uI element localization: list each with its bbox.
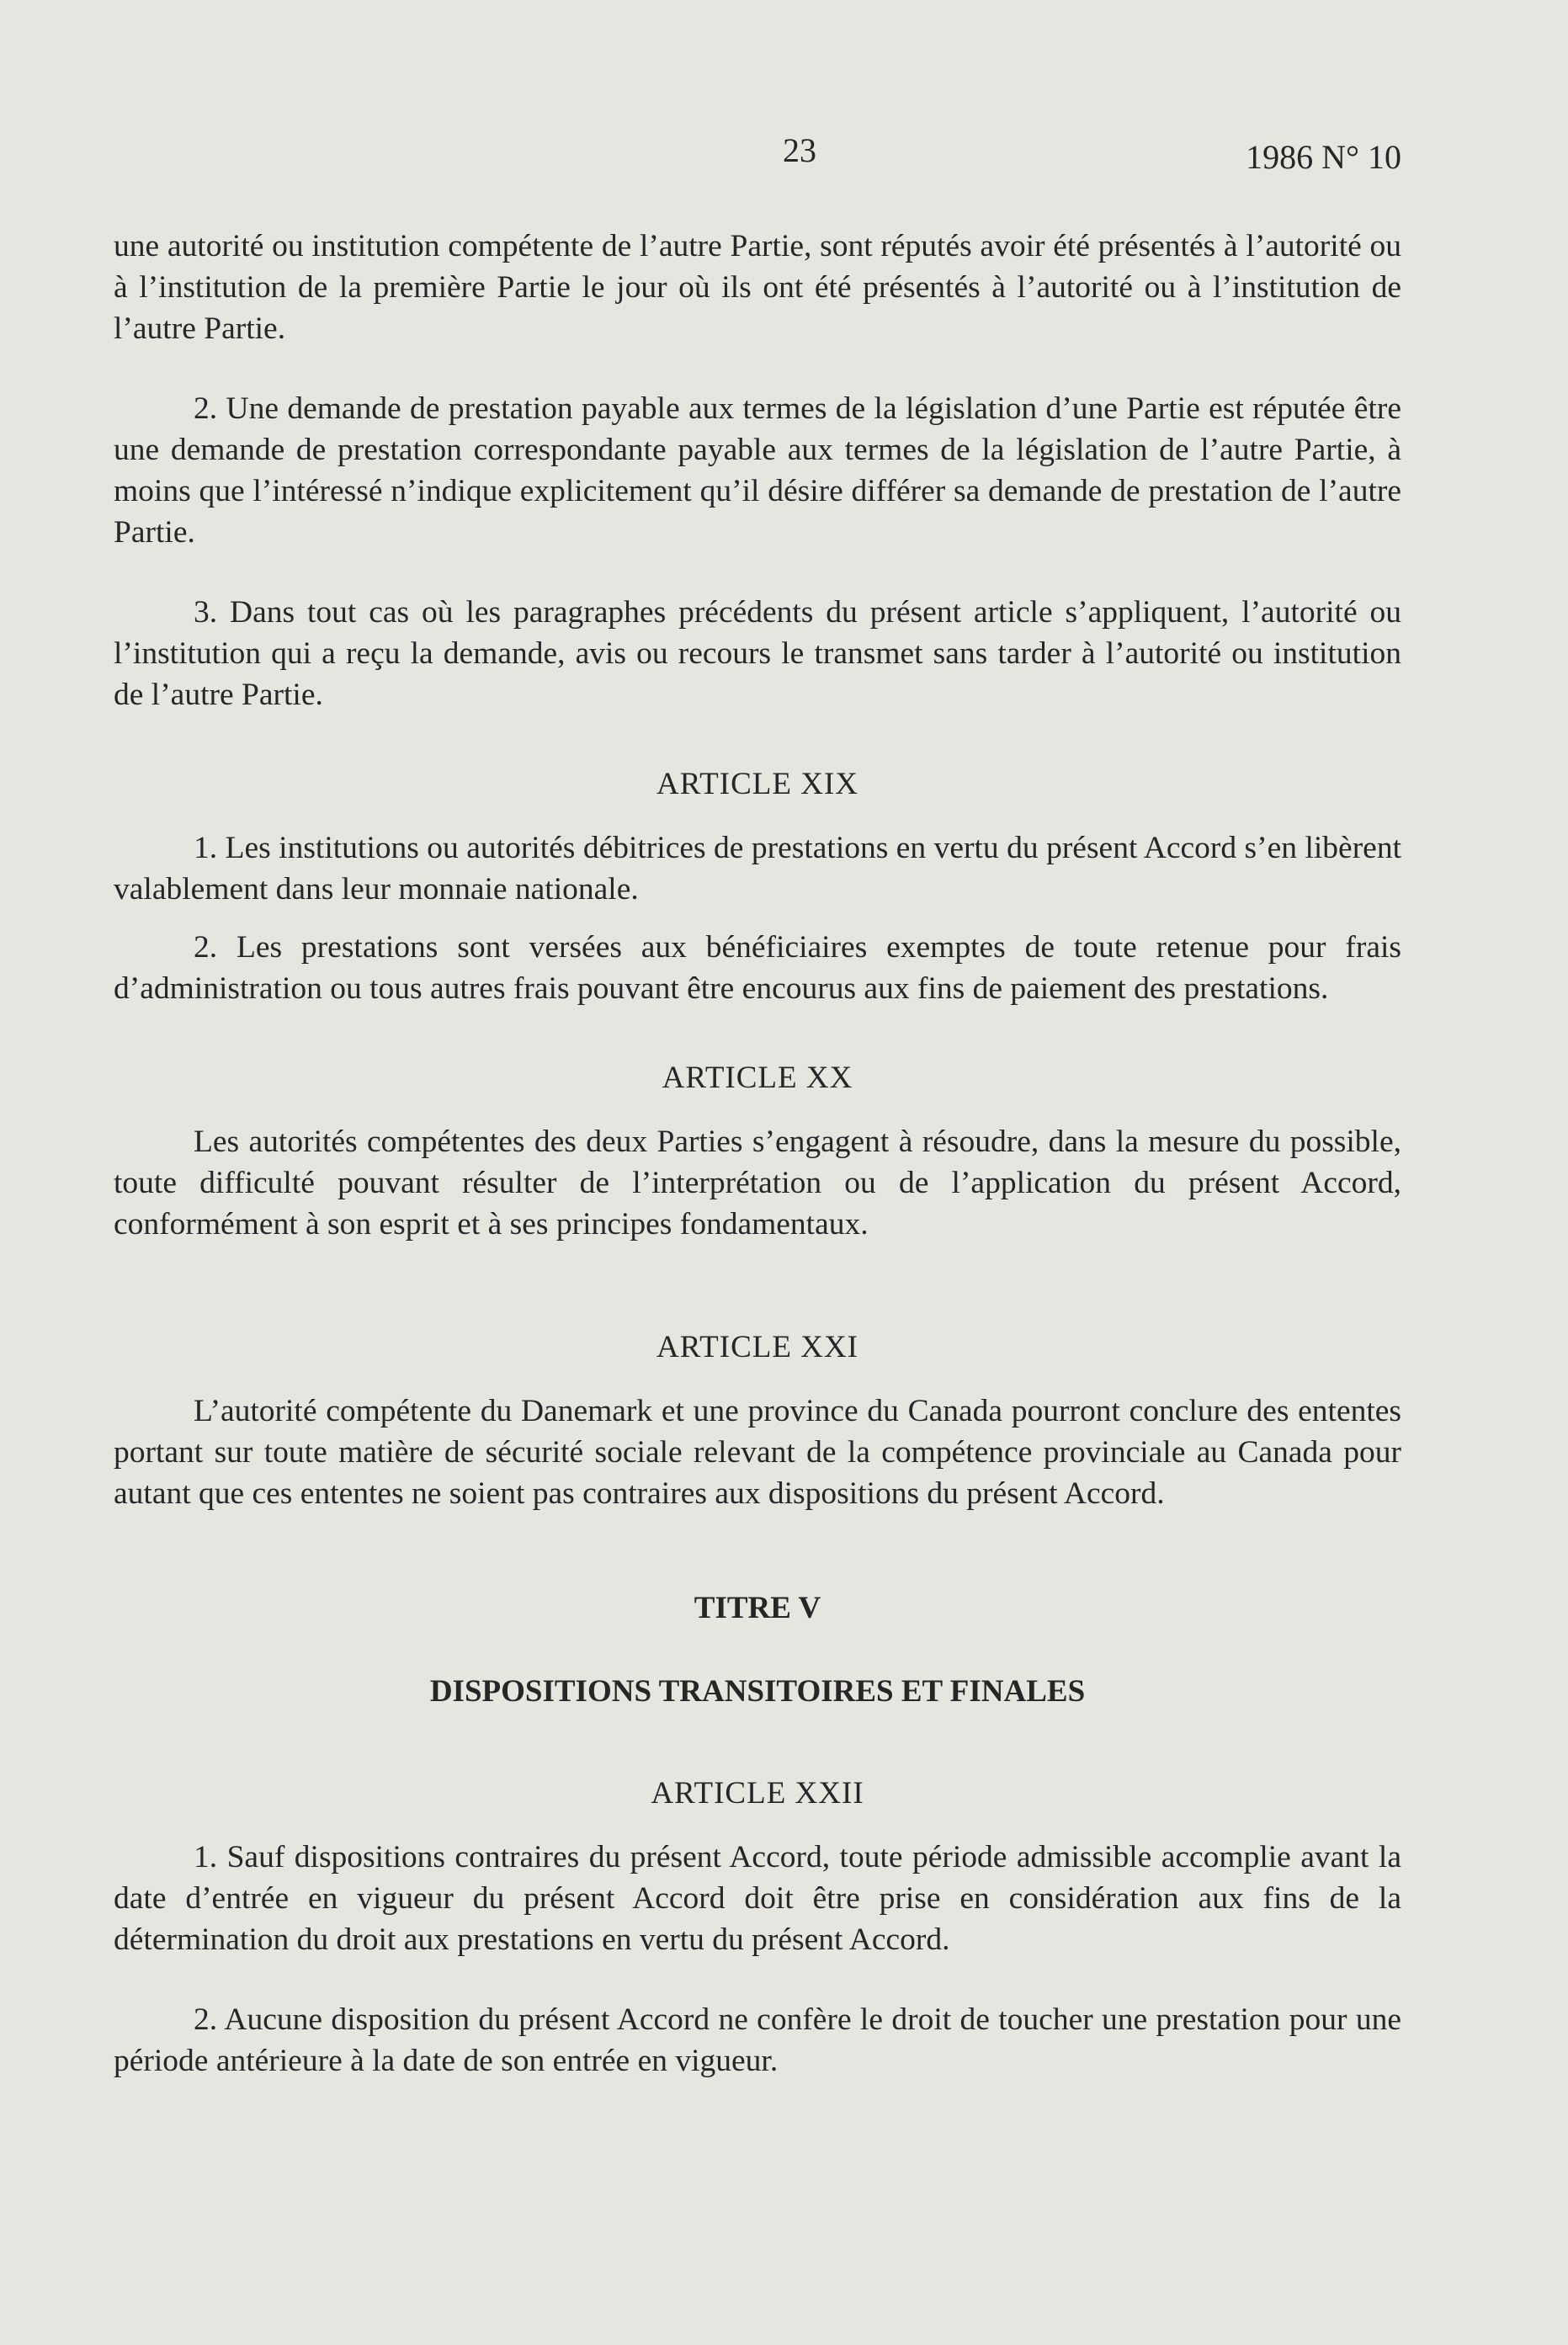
title-5-heading: TITRE V [694,1591,821,1625]
page-header [109,130,1401,189]
paragraph-2: 2. Une demande de prestation payable aux termes de la législation d’une Partie est réputée être une demande de prestation correspondante payable aux termes de la législation de l’autre Partie, à moins que l’intéressé n’indique explicitement qu’il désire différer sa demande de prestation de l’autre Partie. [114,391,1401,550]
document-body [114,226,1401,2082]
article-19-paragraph-2: 2. Les prestations sont versées aux bénéficiaires exemptes de toute retenue pour frais d’administration ou tous autres frais pouvant être encourus aux fins de paiement des prestations. [114,930,1401,1006]
article-21-paragraph-1: L’autorité compétente du Danemark et une province du Canada pourront conclure des ententes portant sur toute matière de sécurité sociale relevant de la compétence provinciale au Canada pour autant que ces ententes ne soient pas contraires aux dispositions du présent Accord. [114,1394,1401,1511]
article-20-paragraph-1: Les autorités compétentes des deux Parties s’engagent à résoudre, dans la mesure du possible, toute difficulté pouvant résulter de l’interprétation ou de l’application du présent Accord, conformément à son esprit et à ses principes fondamentaux. [114,1125,1401,1242]
document-reference: 1986 N° 10 [1246,138,1401,176]
article-19-paragraph-1: 1. Les institutions ou autorités débitrices de prestations en vertu du présent Accord s’en libèrent valablement dans leur monnaie nationale. [114,831,1401,907]
article-19-heading: ARTICLE XIX [656,767,858,801]
title-5-subheading: DISPOSITIONS TRANSITOIRES ET FINALES [429,1674,1086,1709]
article-21-heading: ARTICLE XXI [656,1330,858,1364]
continuation-paragraph: une autorité ou institution compétente de l’autre Partie, sont réputés avoir été présentés à l’autorité ou à l’institution de la première Partie le jour où ils ont été présentés à l’autorité ou à l’institution de l’autre Partie. [114,229,1401,346]
page-number: 23 [783,131,816,169]
article-22-heading: ARTICLE XXII [651,1776,864,1811]
article-20-heading: ARTICLE XX [662,1061,853,1095]
paragraph-3: 3. Dans tout cas où les paragraphes précédents du présent article s’appliquent, l’autorité ou l’institution qui a reçu la demande, avis ou recours le transmet sans tarder à l’autorité ou institution de l’autre Partie. [114,595,1401,712]
article-22-paragraph-2: 2. Aucune disposition du présent Accord ne confère le droit de toucher une prestation pour une période antérieure à la date de son entrée en vigueur. [114,2002,1401,2078]
article-22-paragraph-1: 1. Sauf dispositions contraires du présent Accord, toute période admissible accomplie avant la date d’entrée en vigueur du présent Accord doit être prise en considération aux fins de la détermination du droit aux prestations en vertu du présent Accord. [114,1840,1401,1957]
